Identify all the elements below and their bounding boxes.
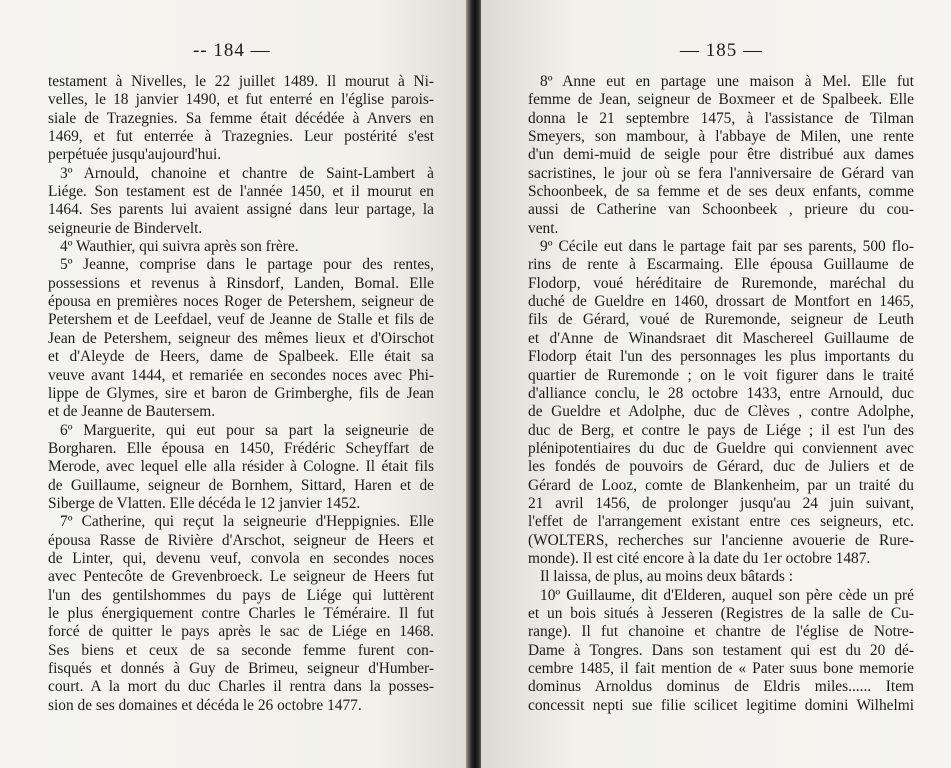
text-line: avec Pentecôte de Grevenbroeck. Le seigneur de Heers fut (48, 568, 434, 586)
text-line: fisqués et donnés à Guy de Brimeu, seigneur d'Humber- (48, 660, 434, 677)
text-line: et d'Aleyde de Heers, dame de Spalbeek. Elle était sa (48, 348, 434, 366)
text-line: (WOLTERS, recherches sur l'ancienne avouerie de Rure- (528, 531, 914, 549)
text-line: 7º Catherine, qui reçut la seigneurie d'Heppignies. Elle (60, 513, 434, 531)
text-line: Gérard de Looz, comte de Blankenheim, par un traité du (528, 476, 914, 494)
text-line: 1469, et fut enterrée à Trazegnies. Leur postérité s'est (48, 128, 434, 146)
text-line: l'effet de l'arrangement existant entre ces seigneurs, etc. (528, 513, 914, 531)
text-line: Siberge de Vlatten. Elle décéda le 12 janvier 1452. (48, 494, 361, 512)
text-line: 1464. Ses parents lui avaient assigné dans leur partage, la (48, 201, 434, 219)
text-line: Petershem et de Leefdael, veuf de Jeanne de Stalle et fils de (48, 311, 434, 329)
text-line: femme de Jean, seigneur de Boxmeer et de Spalbeek. Elle (528, 91, 914, 109)
text-line: Borgharen. Elle épousa en 1450, Frédéric Scheyffart de (48, 439, 434, 457)
text-line: cembre 1485, il fait mention de « Pater suus bone memorie (528, 660, 914, 677)
text-line: aussi de Catherine van Schoonbeek , prieure du cou- (528, 201, 914, 219)
text-line: 4º Wauthier, qui suivra après son frère. (60, 238, 299, 256)
text-line: de Linter, qui, devenu veuf, convola en secondes noces (48, 549, 434, 567)
text-line: possessions et revenus à Rinsdorf, Landen, Bomal. Elle (48, 274, 434, 292)
text-line: lippe de Glymes, sire et baron de Grimberghe, fils de Jean (48, 384, 434, 402)
text-line: 5º Jeanne, comprise dans le partage pour des rentes, (60, 256, 434, 274)
text-line: vent. (528, 219, 559, 237)
text-line: quartier de Ruremonde ; on le voit figurer dans le traité (528, 366, 914, 384)
text-line: les fondés de pouvoirs de Gérard, duc de Juliers et de (528, 458, 914, 476)
text-line: 8º Anne eut en partage une maison à Mel. Elle fut (540, 73, 914, 90)
page-number-right: — 185 — (680, 40, 763, 61)
text-line: duché de Gueldre en 1460, drossart de Montfort en 1465, (528, 293, 914, 311)
text-line: fils de Gérard, voué de Ruremonde, seigneur de Leuth (528, 311, 914, 329)
text-line: plénipotentiaires du duc de Gueldre qui conviennent avec (528, 439, 914, 457)
text-line: Schoonbeek, de sa femme et de ses deux enfants, comme (528, 183, 914, 201)
right-page-text (528, 73, 914, 715)
text-line: Il laissa, de plus, au moins deux bâtards : (540, 568, 794, 586)
text-line: Liége. Son testament est de l'année 1450, et il mourut en (48, 183, 434, 201)
text-line: l'un des gentilshommes du pays de Liége qui luttèrent (48, 586, 434, 604)
text-line: concessit nepti sue filie scilicet legitime domini Wilhelmi (528, 696, 914, 714)
text-line: et d'Anne de Winandsraet dit Maschereel Guillaume de (528, 329, 914, 347)
text-line: Dame à Tongres. Dans son testament qui est du 20 dé- (528, 641, 914, 659)
text-line: épousa Rasse de Rivière d'Arschot, seigneur de Heers et (48, 531, 434, 549)
text-line: 10º Guillaume, dit d'Elderen, auquel son père cède un pré (540, 586, 914, 604)
text-line: duc de Berg, et contre le pays de Liége ; il est l'un des (528, 421, 914, 439)
text-line: d'un demi-muid de seigle pour être distribué aux dames (528, 146, 914, 164)
text-line: et de Jeanne de Bautersem. (48, 403, 216, 421)
page-number-left: -- 184 — (193, 40, 271, 61)
text-line: 21 avril 1456, de prolonger jusqu'au 24 juin suivant, (528, 494, 914, 512)
left-page (0, 0, 470, 768)
text-line: épousa en premières noces Roger de Petershem, seigneur de (48, 293, 434, 311)
text-line: Smeyers, son mambour, à l'abbaye de Milen, une rente (528, 128, 914, 146)
text-line: Ses biens et ceux de sa seconde femme furent con- (48, 641, 434, 659)
text-line: Flodorp était l'un des personnages les plus importants du (528, 348, 914, 366)
right-page (481, 0, 951, 768)
text-line: velles, le 18 janvier 1490, et fut enterré en l'église parois- (48, 91, 434, 109)
text-line: d'alliance conclu, le 28 octobre 1433, entre Arnould, duc (528, 384, 914, 402)
text-line: donna le 21 septembre 1475, à l'assistance de Tilman (528, 109, 914, 127)
text-line: sacristines, le jour où se fera l'anniversaire de Gérard van (528, 164, 914, 182)
text-line: Flodorp, voué héréditaire de Ruremonde, maréchal du (528, 274, 914, 292)
text-line: 9º Cécile eut dans le partage fait par ses parents, 500 flo- (540, 238, 914, 256)
text-line: veuve avant 1444, et remariée en secondes noces avec Phi- (48, 366, 434, 384)
text-line: perpétuée jusqu'aujourd'hui. (48, 146, 222, 164)
text-line: dominus Arnoldus dominus de Eldris miles...... Item (528, 678, 914, 696)
text-line: court. A la mort du duc Charles il rentra dans la posses- (48, 678, 434, 696)
text-line: forcé de quitter le pays après le sac de Liége en 1468. (48, 623, 434, 641)
text-line: 3º Arnould, chanoine et chantre de Saint-Lambert à (60, 164, 434, 182)
left-page-text (48, 73, 434, 715)
text-line: de Gueldre et Adolphe, duc de Clèves , contre Adolphe, (528, 403, 914, 421)
text-line: monde). Il est cité encore à la date du 1er octobre 1487. (528, 549, 871, 567)
text-line: rins de rente à Escarmaing. Elle épousa Guillaume de (528, 256, 914, 274)
text-line: sion de ses domaines et décéda le 26 octobre 1477. (48, 696, 362, 714)
text-line: 6º Marguerite, qui eut pour sa part la seigneurie de (60, 421, 434, 439)
text-line: seigneurie de Bindervelt. (48, 219, 203, 237)
text-line: Merode, avec lequel elle alla résider à Cologne. Il était fils (48, 458, 434, 476)
text-line: et un bois situés à Jesseren (Registres de la salle de Cu- (528, 604, 914, 622)
text-line: siale de Trazegnies. Sa femme était décédée à Anvers en (48, 109, 434, 127)
text-line: Jean de Petershem, seigneur des mêmes lieux et d'Oirschot (48, 329, 434, 347)
text-line: le plus énergiquement contre Charles le Téméraire. Il fut (48, 604, 434, 622)
text-line: testament à Nivelles, le 22 juillet 1489. Il mourut à Ni- (48, 73, 434, 90)
text-line: range). Il fut chanoine et chantre de l'église de Notre- (528, 623, 914, 641)
text-line: de Guillaume, seigneur de Bornhem, Sittard, Haren et de (48, 476, 434, 494)
